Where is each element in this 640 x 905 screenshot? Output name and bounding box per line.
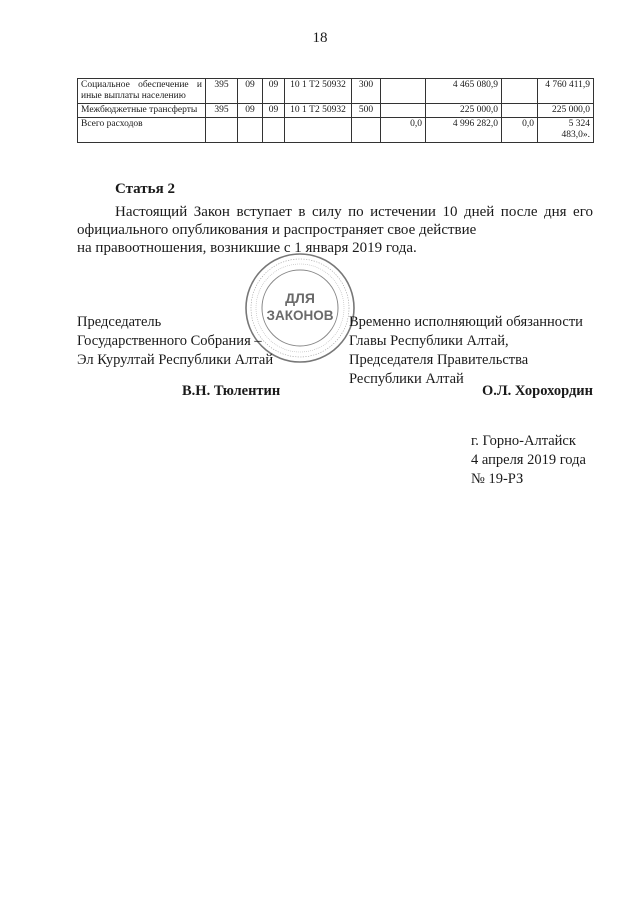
amount-d-cell: 225 000,0 [538, 104, 594, 118]
target-cell: 10 1 Т2 50932 [285, 79, 352, 104]
stamp-text-line2: ЗАКОНОВ [266, 308, 334, 323]
total-label: Всего расходов [78, 118, 206, 143]
empty-cell [263, 118, 285, 143]
budget-table [77, 78, 594, 143]
amount-a-cell [381, 79, 426, 104]
empty-cell [238, 118, 263, 143]
expense-type-cell: 300 [352, 79, 381, 104]
article-paragraph: Настоящий Закон вступает в силу по истечении 10 дней после дня его официального опубликования и распространяет свое действие [77, 204, 593, 238]
signatory-title-line: Государственного Собрания – [77, 333, 262, 349]
page-number: 18 [312, 30, 328, 46]
signatory-title-line: Главы Республики Алтай, [349, 333, 509, 349]
date: 4 апреля 2019 года [471, 452, 586, 468]
row-name: Социальное обеспечение и иные выплаты населению [78, 79, 206, 104]
signatory-name-left: В.Н. Тюлентин [182, 383, 281, 399]
expense-type-cell: 500 [352, 104, 381, 118]
stamp-text-line1: ДЛЯ [285, 290, 315, 306]
total-amount-d: 5 324 483,0». [538, 118, 594, 143]
amount-c-cell [502, 79, 538, 104]
empty-cell [206, 118, 238, 143]
empty-cell [285, 118, 352, 143]
grbs-cell: 395 [206, 104, 238, 118]
signatory-title-line: Временно исполняющий обязанности [349, 314, 583, 330]
signatory-title-line: Председатель [77, 314, 162, 330]
table-row [78, 79, 594, 104]
article-heading: Статья 2 [115, 181, 175, 197]
signatory-title-line: Председателя Правительства [349, 352, 529, 368]
signature-left [77, 313, 273, 370]
section-cell: 09 [238, 79, 263, 104]
total-amount-b: 4 996 282,0 [426, 118, 502, 143]
amount-b-cell: 4 465 080,9 [426, 79, 502, 104]
row-name: Межбюджетные трансферты [78, 104, 206, 118]
grbs-cell: 395 [206, 79, 238, 104]
article-paragraph-end: на правоотношения, возникшие с 1 января 2019 года. [77, 240, 417, 256]
amount-b-cell: 225 000,0 [426, 104, 502, 118]
law-number: № 19-РЗ [471, 471, 524, 487]
signature-right [349, 313, 583, 389]
signatory-title-line: Эл Курултай Республики Алтай [77, 352, 274, 368]
subsection-cell: 09 [263, 104, 285, 118]
table-total-row [78, 118, 594, 143]
total-amount-a: 0,0 [381, 118, 426, 143]
table-row [78, 104, 594, 118]
place-date-block [471, 432, 586, 489]
amount-c-cell [502, 104, 538, 118]
city: г. Горно-Алтайск [471, 433, 576, 449]
amount-a-cell [381, 104, 426, 118]
amount-d-cell: 4 760 411,9 [538, 79, 594, 104]
article-text [77, 203, 593, 257]
subsection-cell: 09 [263, 79, 285, 104]
section-cell: 09 [238, 104, 263, 118]
total-amount-c: 0,0 [502, 118, 538, 143]
signatory-name-right: О.Л. Хорохордин [481, 383, 593, 399]
empty-cell [352, 118, 381, 143]
signatory-title-line: Республики Алтай [349, 371, 464, 387]
target-cell: 10 1 Т2 50932 [285, 104, 352, 118]
